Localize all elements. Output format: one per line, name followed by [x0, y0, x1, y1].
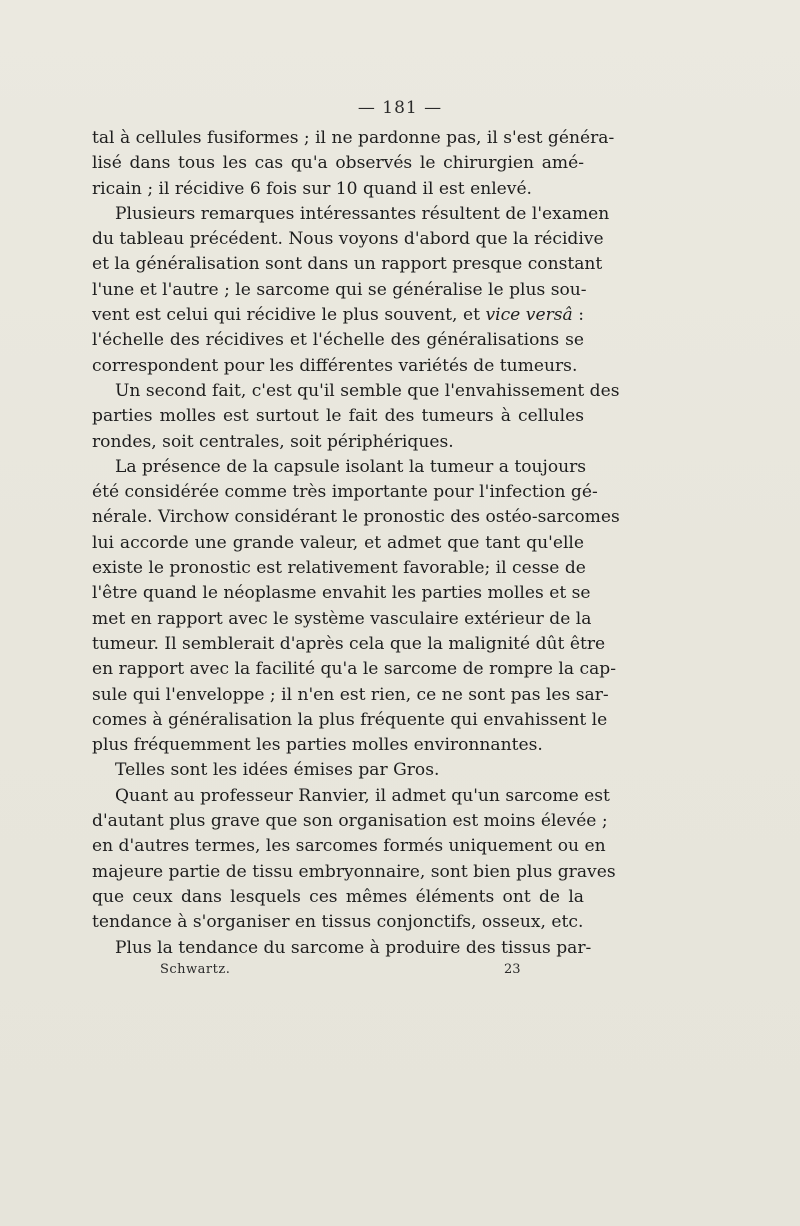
text-line: Un second fait, c'est qu'il semble que l'envahissement des [115, 380, 620, 401]
footer-author: Schwartz. [160, 962, 231, 977]
text-line: tendance à s'organiser en tissus conjonctifs, osseux, etc. [92, 912, 584, 933]
text-line-segment: : [572, 305, 584, 326]
text-line: l'échelle des récidives et l'échelle des généralisations se [92, 330, 584, 351]
text-line: été considérée comme très importante pour l'infection gé- [92, 482, 598, 503]
text-line: La présence de la capsule isolant la tumeur a toujours [115, 456, 587, 477]
text-line: l'être quand le néoplasme envahit les parties molles et se [92, 583, 591, 604]
text-line: existe le pronostic est relativement favorable; il cesse de [92, 558, 586, 579]
text-line: et la généralisation sont dans un rapport presque constant [92, 254, 603, 275]
text-line: en d'autres termes, les sarcomes formés uniquement ou en [92, 836, 606, 857]
text-line: met en rapport avec le système vasculaire extérieur de la [92, 608, 592, 629]
text-line: nérale. Virchow considérant le pronostic des ostéo-sarcomes [92, 507, 620, 528]
text-line: majeure partie de tissu embryonnaire, sont bien plus graves [92, 861, 616, 882]
text-line: rondes, soit centrales, soit périphériques. [92, 431, 454, 452]
body-text [92, 126, 620, 961]
text-line: Plusieurs remarques intéressantes résultent de l'examen [115, 203, 610, 224]
text-line: que ceux dans lesquels ces mêmes éléments ont de la [92, 886, 584, 907]
text-line: ricain ; il récidive 6 fois sur 10 quand il est enlevé. [92, 178, 532, 199]
text-line: parties molles est surtout le fait des tumeurs à cellules [92, 406, 584, 427]
text-line: d'autant plus grave que son organisation est moins élevée ; [92, 811, 608, 832]
text-line: l'une et l'autre ; le sarcome qui se généralise le plus sou- [92, 279, 587, 300]
text-line: tumeur. Il semblerait d'après cela que la malignité dût être [92, 633, 606, 654]
text-line: tal à cellules fusiformes ; il ne pardonne pas, il s'est généra- [92, 128, 615, 148]
text-line: sule qui l'enveloppe ; il n'en est rien, ce ne sont pas les sar- [92, 684, 609, 705]
text-line: du tableau précédent. Nous voyons d'abord que la récidive [92, 229, 604, 250]
text-line: comes à généralisation la plus fréquente qui envahissent le [92, 709, 608, 730]
text-line: lisé dans tous les cas qu'a observés le chirurgien amé- [92, 153, 584, 174]
italic-phrase: vice versâ [485, 305, 573, 326]
text-line [92, 303, 584, 328]
page-number: — 181 — [357, 98, 443, 118]
text-line: Telles sont les idées émises par Gros. [115, 760, 440, 781]
text-line-segment: vent est celui qui récidive le plus souvent, et [92, 305, 486, 326]
text-line: plus fréquemment les parties molles environnantes. [92, 735, 543, 756]
text-line: Quant au professeur Ranvier, il admet qu'un sarcome est [115, 785, 610, 806]
text-line: en rapport avec la facilité qu'a le sarcome de rompre la cap- [92, 659, 616, 680]
text-line: lui accorde une grande valeur, et admet que tant qu'elle [92, 532, 584, 553]
text-line: correspondent pour les différentes variétés de tumeurs. [92, 355, 578, 376]
footer-signature-mark: 23 [504, 962, 521, 977]
text-line: Plus la tendance du sarcome à produire des tissus par- [115, 937, 592, 958]
